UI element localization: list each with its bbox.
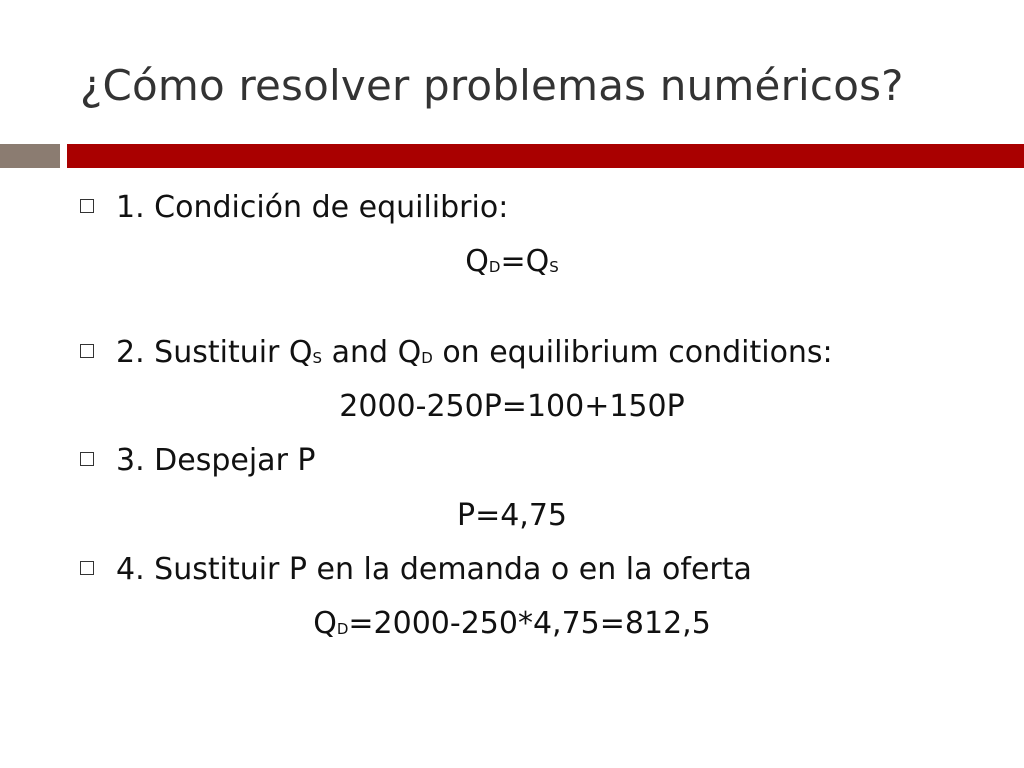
eq4-q: Q — [313, 606, 337, 641]
eq1-eqsign: =Q — [500, 244, 550, 279]
eq1-sub-s: S — [549, 258, 559, 276]
item2-label-c: on equilibrium conditions: — [432, 335, 833, 370]
bullet-item-4-label: 4. Sustituir P en la demanda o en la oferta — [116, 552, 752, 587]
decorative-accent-bar — [67, 144, 1024, 168]
slide-title: ¿Cómo resolver problemas numéricos? — [80, 61, 904, 110]
square-bullet-icon — [80, 199, 94, 213]
item2-label-a: 2. Sustituir Q — [116, 335, 313, 370]
bullet-item-3-label: 3. Despejar P — [116, 443, 316, 478]
bullet-item-2 — [80, 333, 980, 378]
bullet-item-1 — [80, 188, 980, 228]
equation-equilibrium-text — [465, 242, 558, 287]
equation-price-text: P=4,75 — [456, 498, 568, 533]
equation-substitution-text: 2000-250P=100+150P — [339, 389, 685, 424]
eq1-sub-d: D — [488, 258, 501, 276]
item2-label-b: and Q — [322, 335, 422, 370]
bullet-item-3 — [80, 441, 980, 481]
equation-substitution — [0, 387, 1024, 427]
equation-equilibrium — [0, 242, 1024, 287]
decorative-left-bar — [0, 144, 60, 168]
equation-price — [0, 496, 1024, 536]
bullet-item-1-label: 1. Condición de equilibrio: — [116, 190, 509, 225]
square-bullet-icon — [80, 452, 94, 466]
item2-sub-s: S — [312, 349, 323, 367]
eq4-sub-d: D — [336, 620, 349, 638]
eq4-rest: =2000-250*4,75=812,5 — [348, 606, 711, 641]
equation-quantity-text — [313, 604, 711, 649]
equation-quantity — [0, 604, 1024, 649]
bullet-item-4 — [80, 550, 980, 590]
square-bullet-icon — [80, 344, 94, 358]
square-bullet-icon — [80, 561, 94, 575]
eq1-q: Q — [465, 244, 489, 279]
item2-sub-d: D — [421, 349, 433, 367]
